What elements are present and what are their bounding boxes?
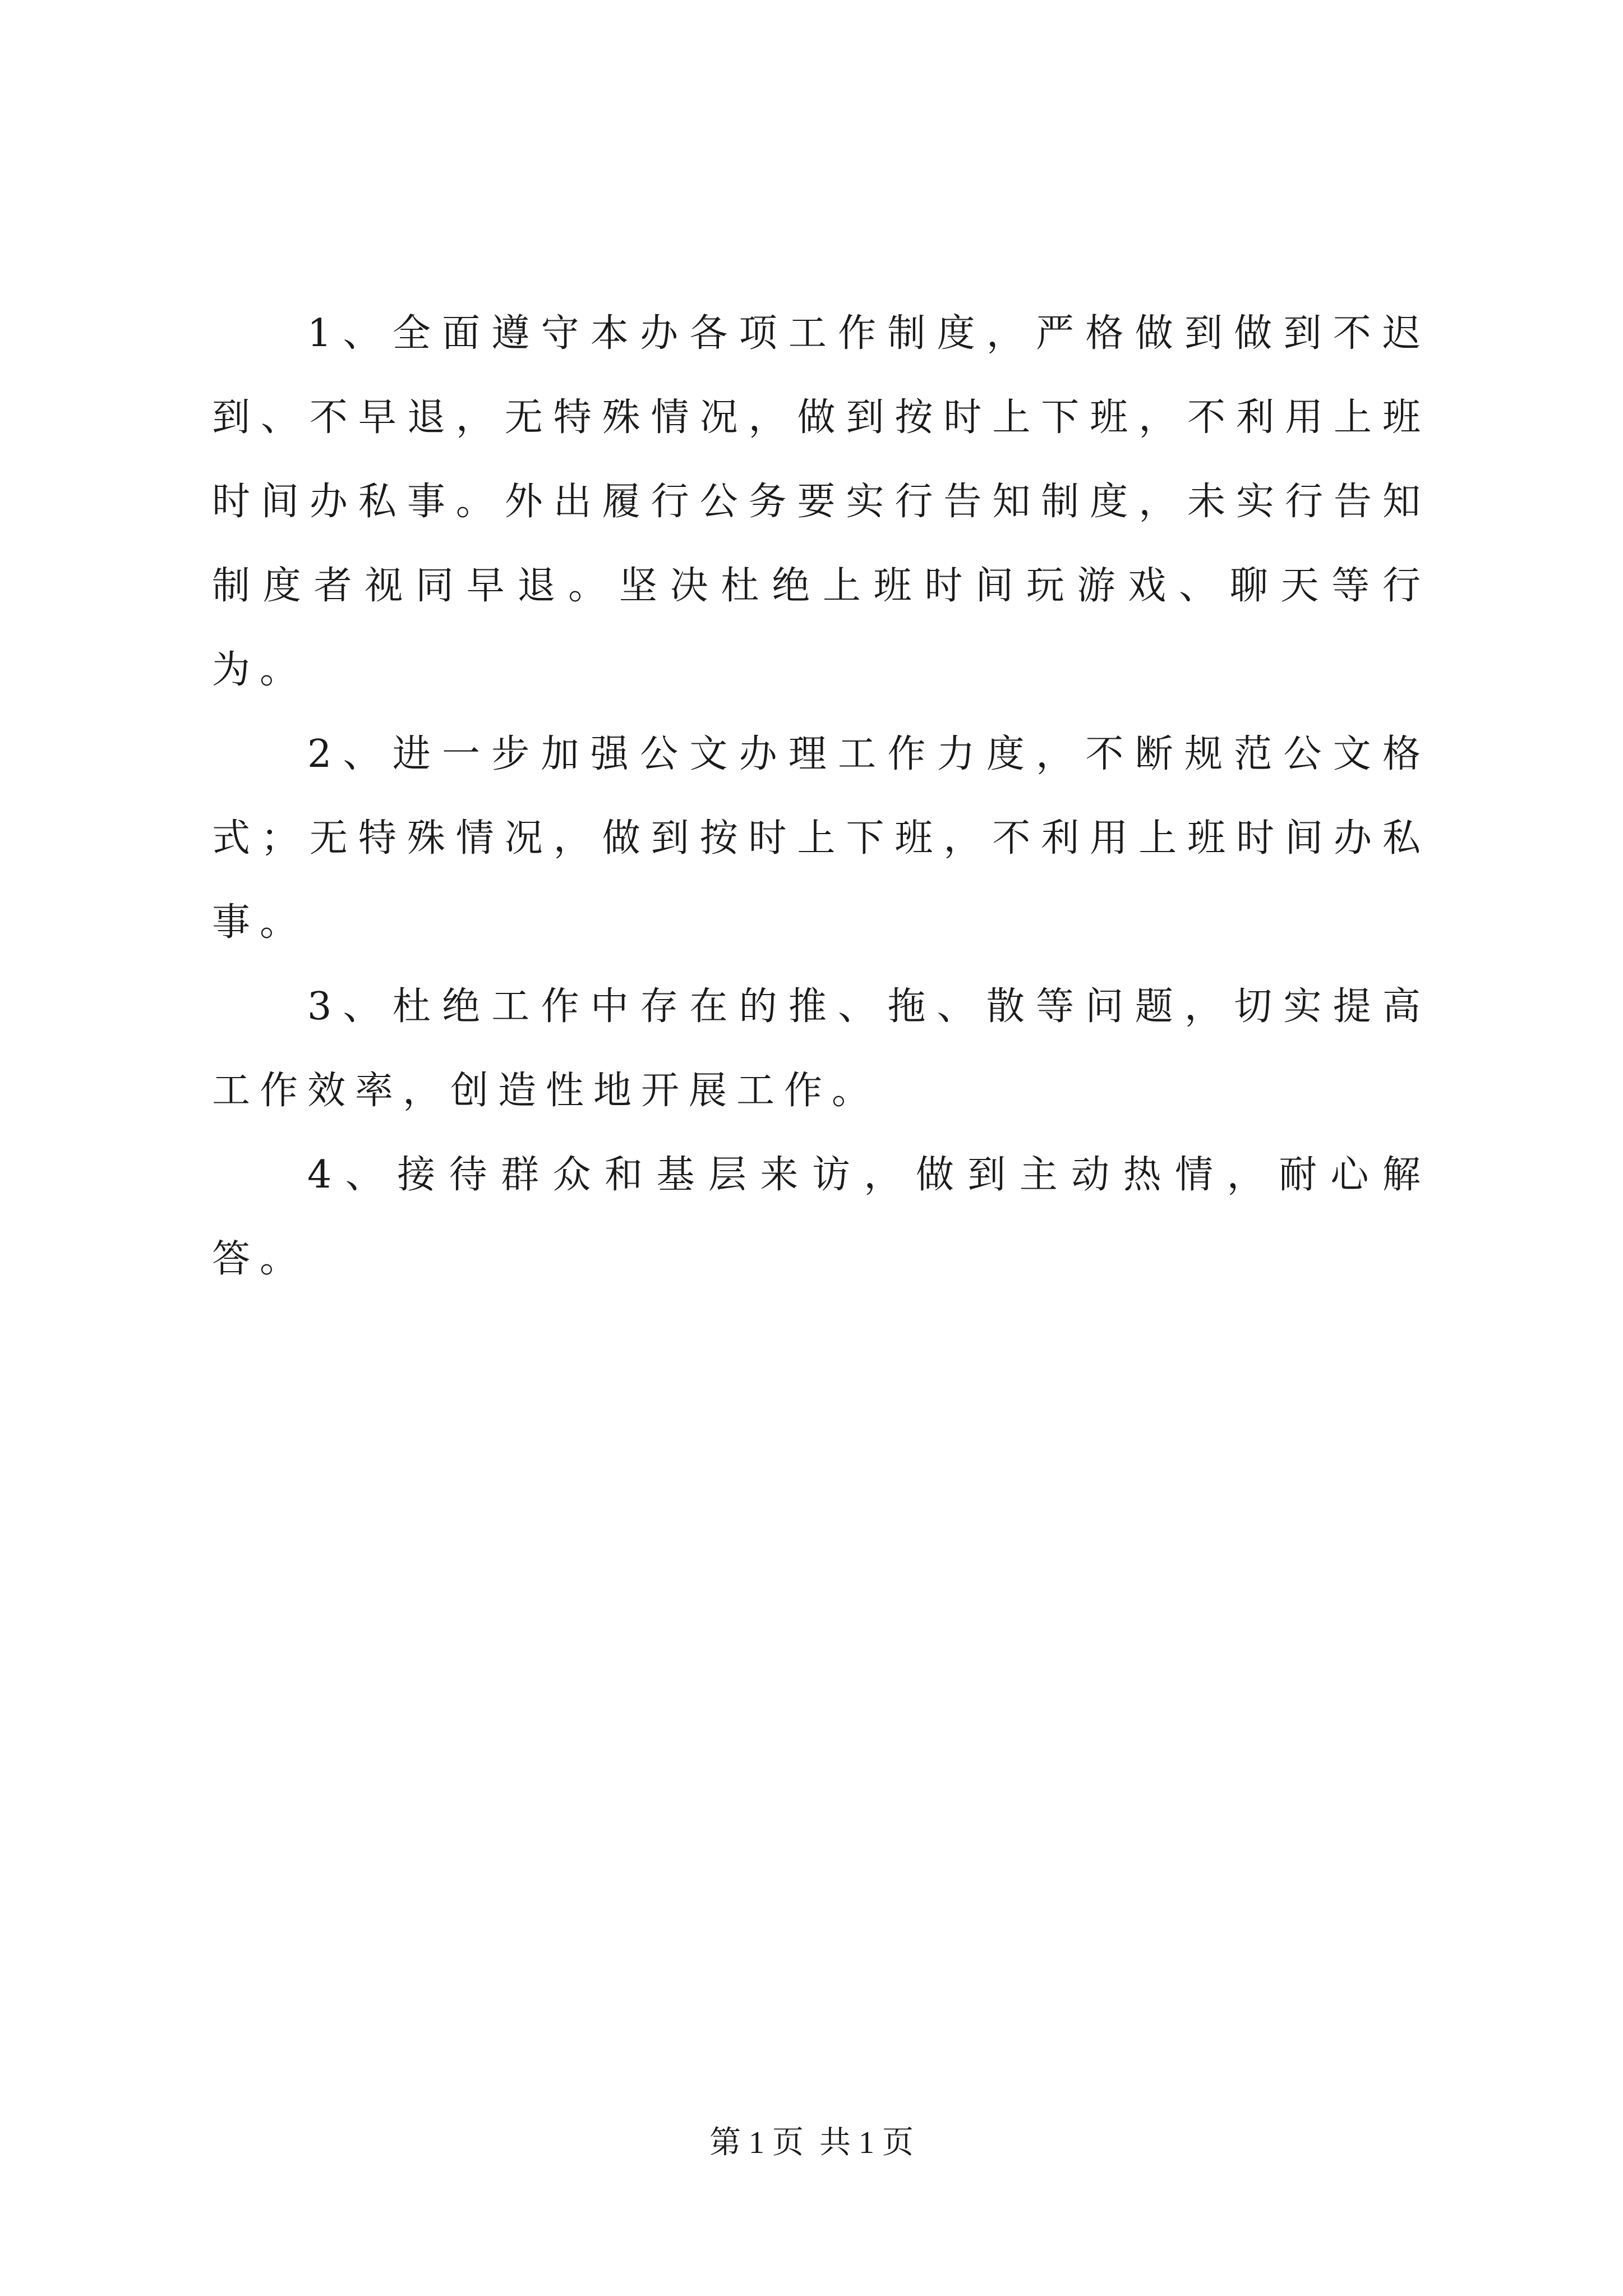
paragraph-2: 2、进一步加强公文办理工作力度，不断规范公文格式；无特殊情况，做到按时上下班，不利用上班时间办私事。 xyxy=(212,732,1430,945)
paragraph-1: 1、全面遵守本办各项工作制度，严格做到做到不迟到、不早退，无特殊情况，做到按时上下班，不利用上班时间办私事。外出履行公务要实行告知制度，未实行告知制度者视同早退。坚决杜绝上班时间玩游戏、聊天等行为。 xyxy=(212,311,1430,692)
paragraph-4: 4、接待群众和基层来访，做到主动热情，耐心解答。 xyxy=(212,1153,1430,1281)
paragraph-3: 3、杜绝工作中存在的推、拖、散等问题，切实提高工作效率，创造性地开展工作。 xyxy=(212,984,1430,1113)
document-body xyxy=(212,292,1430,1301)
page-number-footer: 第 1 页 共 1 页 xyxy=(709,2125,914,2160)
